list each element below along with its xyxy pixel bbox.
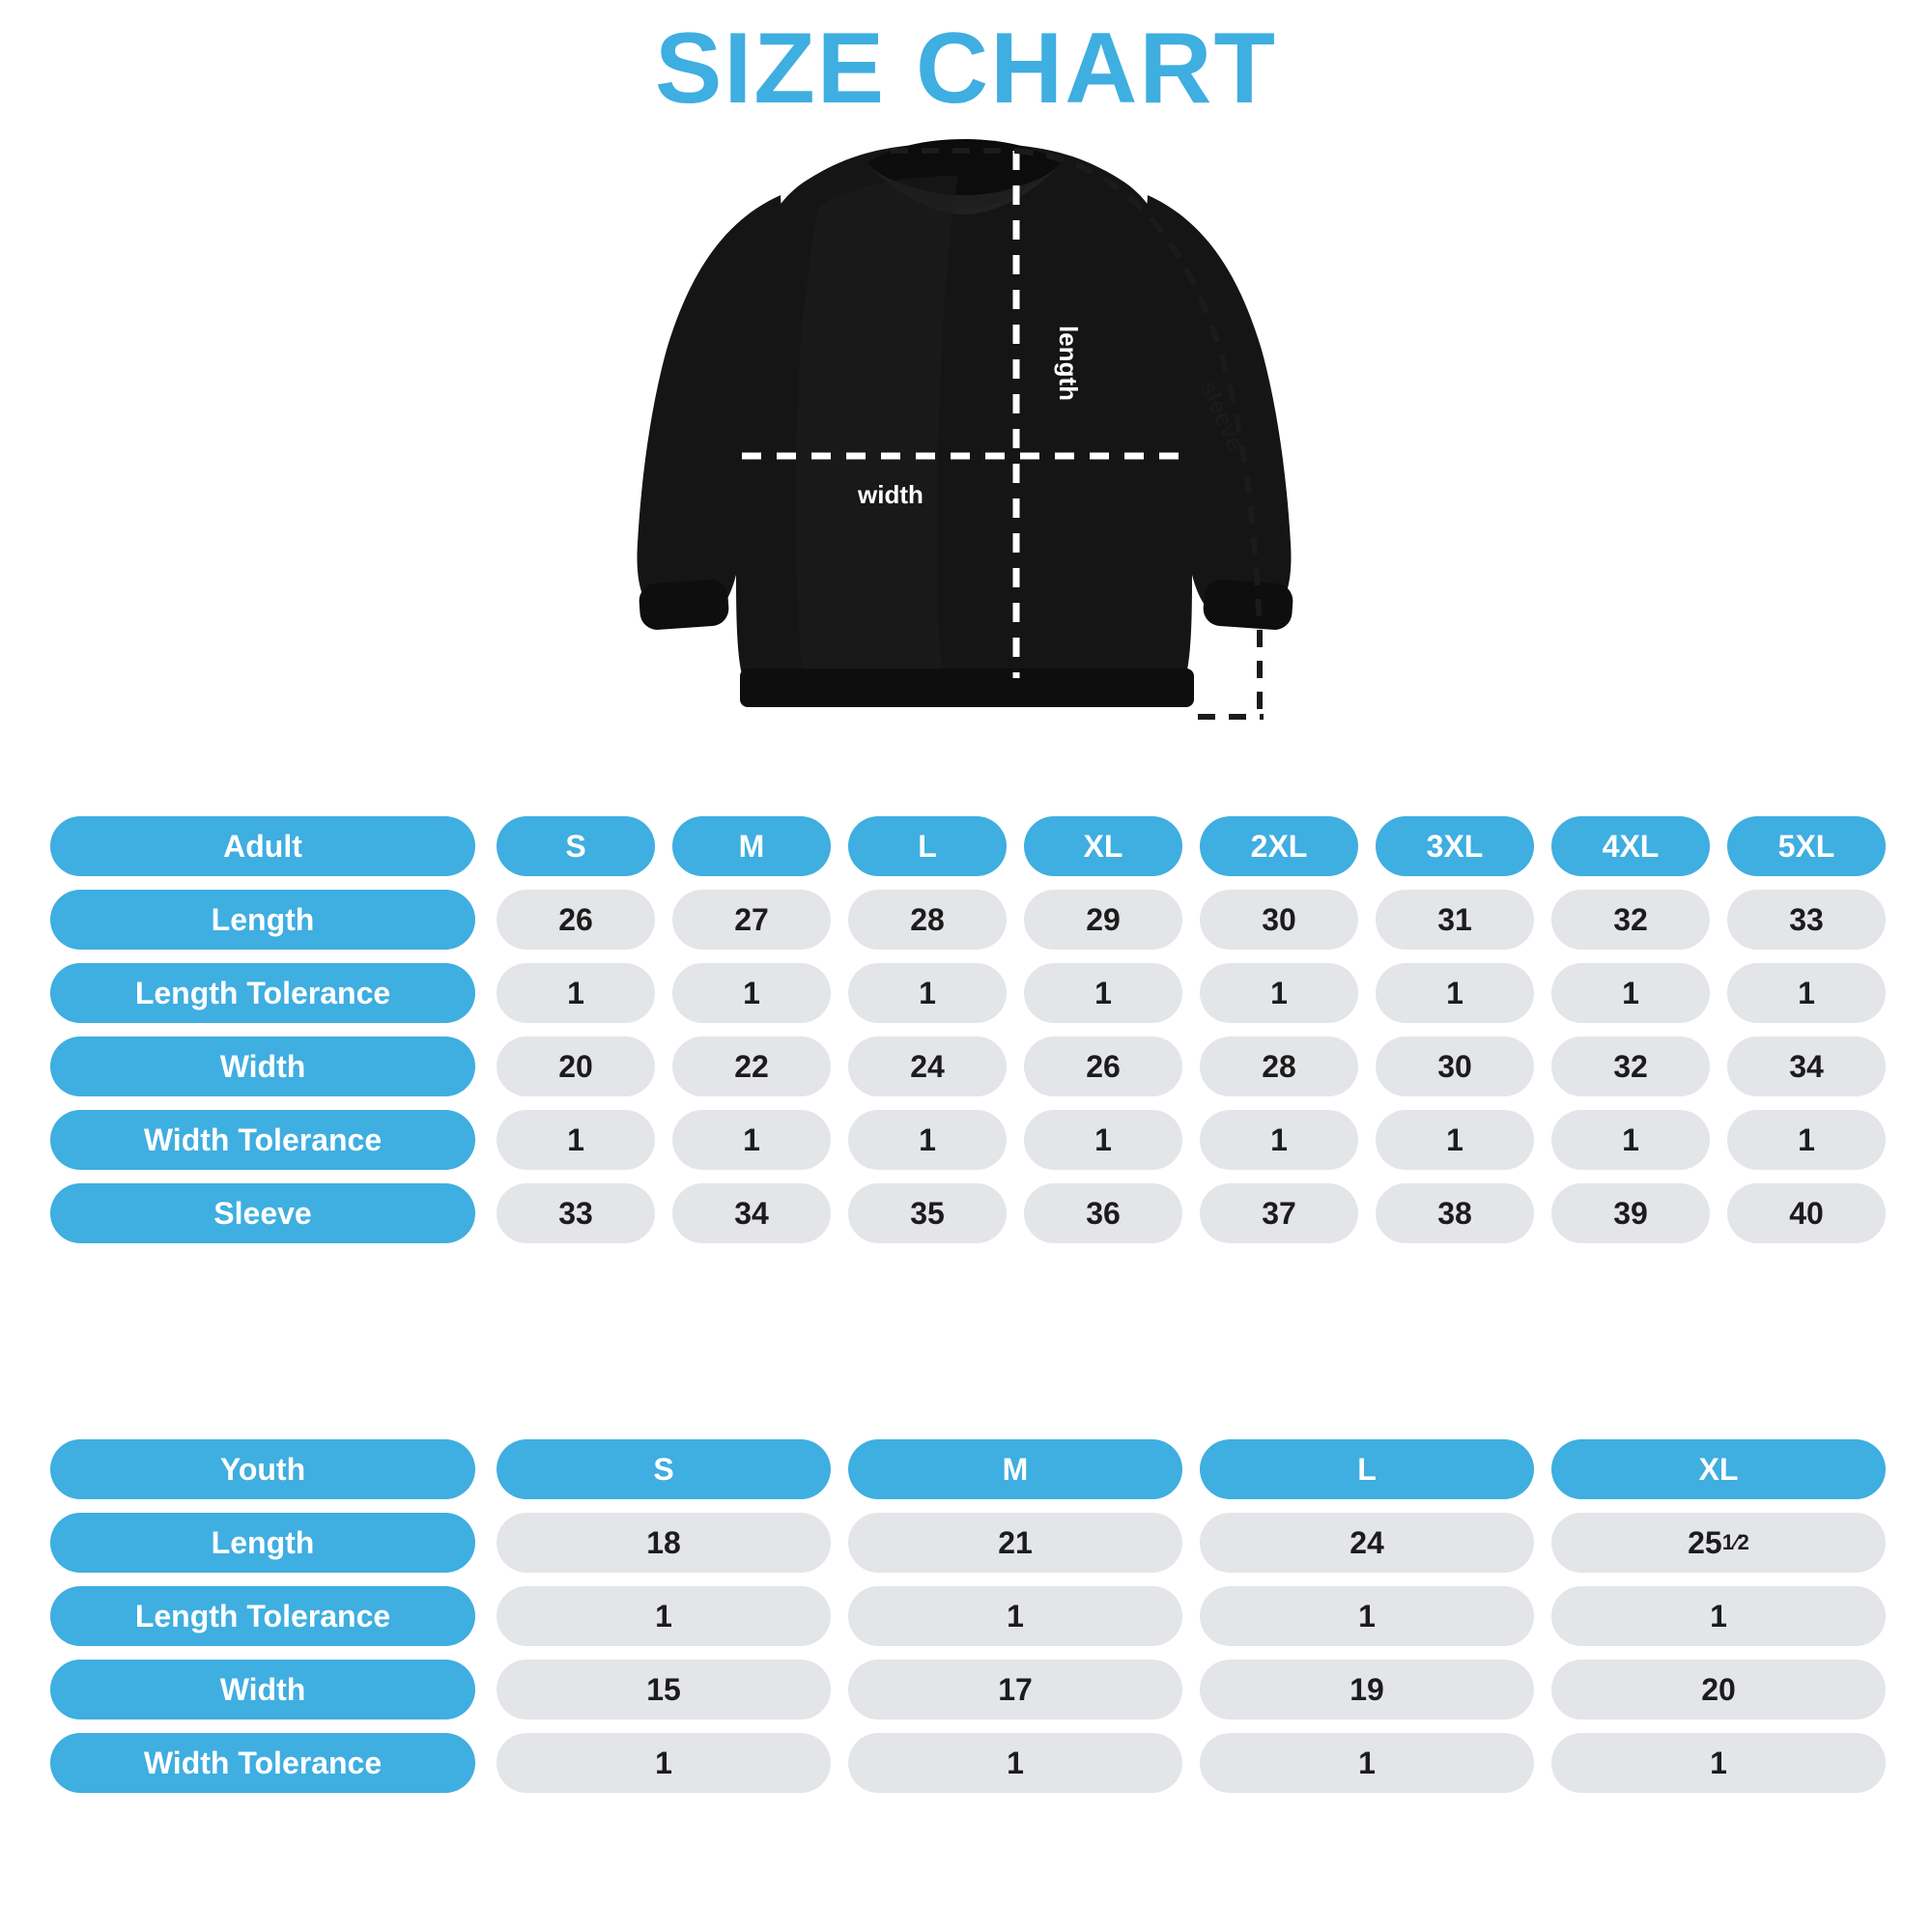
table-row bbox=[50, 1733, 1886, 1793]
cell-fraction-whole: 25 bbox=[1688, 1524, 1722, 1560]
cell: 1 bbox=[1024, 963, 1182, 1023]
cell: 1 bbox=[1551, 1110, 1710, 1170]
cell: 1 bbox=[1200, 1733, 1534, 1793]
cell: 31 bbox=[1376, 890, 1534, 950]
cell: 36 bbox=[1024, 1183, 1182, 1243]
adult-row-cells-length bbox=[497, 890, 1886, 950]
cell: 20 bbox=[497, 1037, 655, 1096]
cell: 1 bbox=[848, 1110, 1007, 1170]
cell: 38 bbox=[1376, 1183, 1534, 1243]
cell: 34 bbox=[1727, 1037, 1886, 1096]
cell: 29 bbox=[1024, 890, 1182, 950]
cell: 28 bbox=[848, 890, 1007, 950]
cell: 1 bbox=[1551, 1586, 1886, 1646]
width-dimension-label: width bbox=[858, 480, 923, 509]
table-row bbox=[50, 1660, 1886, 1719]
cell: 1 bbox=[1200, 1586, 1534, 1646]
adult-col-4xl: 4XL bbox=[1551, 816, 1710, 876]
cell-fraction: 25 1⁄2 bbox=[1551, 1513, 1886, 1573]
cell: 39 bbox=[1551, 1183, 1710, 1243]
adult-size-table bbox=[50, 816, 1886, 1257]
table-row bbox=[50, 1037, 1886, 1096]
adult-col-s: S bbox=[497, 816, 655, 876]
cell: 21 bbox=[848, 1513, 1182, 1573]
youth-row-cells-width bbox=[497, 1660, 1886, 1719]
cell: 32 bbox=[1551, 1037, 1710, 1096]
adult-col-m: M bbox=[672, 816, 831, 876]
cell: 24 bbox=[1200, 1513, 1534, 1573]
cell: 1 bbox=[1376, 963, 1534, 1023]
cell: 33 bbox=[1727, 890, 1886, 950]
adult-col-xl: XL bbox=[1024, 816, 1182, 876]
youth-row-label-width: Width bbox=[50, 1660, 475, 1719]
cell: 1 bbox=[1727, 1110, 1886, 1170]
table-header-row bbox=[50, 816, 1886, 876]
adult-col-3xl: 3XL bbox=[1376, 816, 1534, 876]
cell: 20 bbox=[1551, 1660, 1886, 1719]
sweatshirt-shape bbox=[638, 139, 1294, 707]
cell: 1 bbox=[497, 1586, 831, 1646]
cell: 30 bbox=[1376, 1037, 1534, 1096]
adult-row-label-length-tolerance: Length Tolerance bbox=[50, 963, 475, 1023]
cell: 1 bbox=[1727, 963, 1886, 1023]
youth-size-table bbox=[50, 1439, 1886, 1806]
cell: 1 bbox=[497, 1733, 831, 1793]
table-row bbox=[50, 1586, 1886, 1646]
table-row bbox=[50, 890, 1886, 950]
cell: 1 bbox=[848, 1586, 1182, 1646]
adult-row-label-length: Length bbox=[50, 890, 475, 950]
cell: 30 bbox=[1200, 890, 1358, 950]
cell: 17 bbox=[848, 1660, 1182, 1719]
cell: 1 bbox=[497, 963, 655, 1023]
adult-row-cells-width-tolerance bbox=[497, 1110, 1886, 1170]
page-title: SIZE CHART bbox=[655, 13, 1277, 125]
cell: 28 bbox=[1200, 1037, 1358, 1096]
youth-header-cells bbox=[497, 1439, 1886, 1499]
cell: 26 bbox=[1024, 1037, 1182, 1096]
youth-header-label: Youth bbox=[50, 1439, 475, 1499]
adult-row-label-sleeve: Sleeve bbox=[50, 1183, 475, 1243]
youth-col-s: S bbox=[497, 1439, 831, 1499]
cell: 1 bbox=[1551, 963, 1710, 1023]
adult-header-label: Adult bbox=[50, 816, 475, 876]
table-row bbox=[50, 963, 1886, 1023]
adult-col-2xl: 2XL bbox=[1200, 816, 1358, 876]
adult-header-cells bbox=[497, 816, 1886, 876]
adult-col-l: L bbox=[848, 816, 1007, 876]
cell: 1 bbox=[672, 963, 831, 1023]
cell: 27 bbox=[672, 890, 831, 950]
cell: 1 bbox=[1200, 963, 1358, 1023]
youth-col-xl: XL bbox=[1551, 1439, 1886, 1499]
youth-row-cells-length-tolerance bbox=[497, 1586, 1886, 1646]
cell: 19 bbox=[1200, 1660, 1534, 1719]
cell: 24 bbox=[848, 1037, 1007, 1096]
adult-row-label-width: Width bbox=[50, 1037, 475, 1096]
cell: 33 bbox=[497, 1183, 655, 1243]
cell: 26 bbox=[497, 890, 655, 950]
cell: 1 bbox=[1376, 1110, 1534, 1170]
adult-row-cells-width bbox=[497, 1037, 1886, 1096]
cell: 18 bbox=[497, 1513, 831, 1573]
cell: 1 bbox=[1551, 1733, 1886, 1793]
adult-row-label-width-tolerance: Width Tolerance bbox=[50, 1110, 475, 1170]
cell: 1 bbox=[497, 1110, 655, 1170]
cell: 1 bbox=[1024, 1110, 1182, 1170]
cell: 1 bbox=[848, 963, 1007, 1023]
cell: 22 bbox=[672, 1037, 831, 1096]
adult-col-5xl: 5XL bbox=[1727, 816, 1886, 876]
youth-row-label-length-tolerance: Length Tolerance bbox=[50, 1586, 475, 1646]
youth-row-cells-width-tolerance bbox=[497, 1733, 1886, 1793]
cell: 32 bbox=[1551, 890, 1710, 950]
cell: 34 bbox=[672, 1183, 831, 1243]
cell: 37 bbox=[1200, 1183, 1358, 1243]
length-dimension-label: length bbox=[1054, 326, 1083, 401]
table-header-row bbox=[50, 1439, 1886, 1499]
youth-col-l: L bbox=[1200, 1439, 1534, 1499]
youth-col-m: M bbox=[848, 1439, 1182, 1499]
cell: 1 bbox=[1200, 1110, 1358, 1170]
table-row bbox=[50, 1513, 1886, 1573]
adult-row-cells-length-tolerance bbox=[497, 963, 1886, 1023]
cell: 35 bbox=[848, 1183, 1007, 1243]
youth-row-label-length: Length bbox=[50, 1513, 475, 1573]
table-row bbox=[50, 1183, 1886, 1243]
cell: 1 bbox=[672, 1110, 831, 1170]
youth-row-cells-length bbox=[497, 1513, 1886, 1573]
sleeve-dimension-label: sleeve bbox=[1194, 377, 1250, 456]
adult-row-cells-sleeve bbox=[497, 1183, 1886, 1243]
garment-illustration bbox=[618, 128, 1314, 804]
table-row bbox=[50, 1110, 1886, 1170]
cell: 15 bbox=[497, 1660, 831, 1719]
cell: 40 bbox=[1727, 1183, 1886, 1243]
cell: 1 bbox=[848, 1733, 1182, 1793]
youth-row-label-width-tolerance: Width Tolerance bbox=[50, 1733, 475, 1793]
